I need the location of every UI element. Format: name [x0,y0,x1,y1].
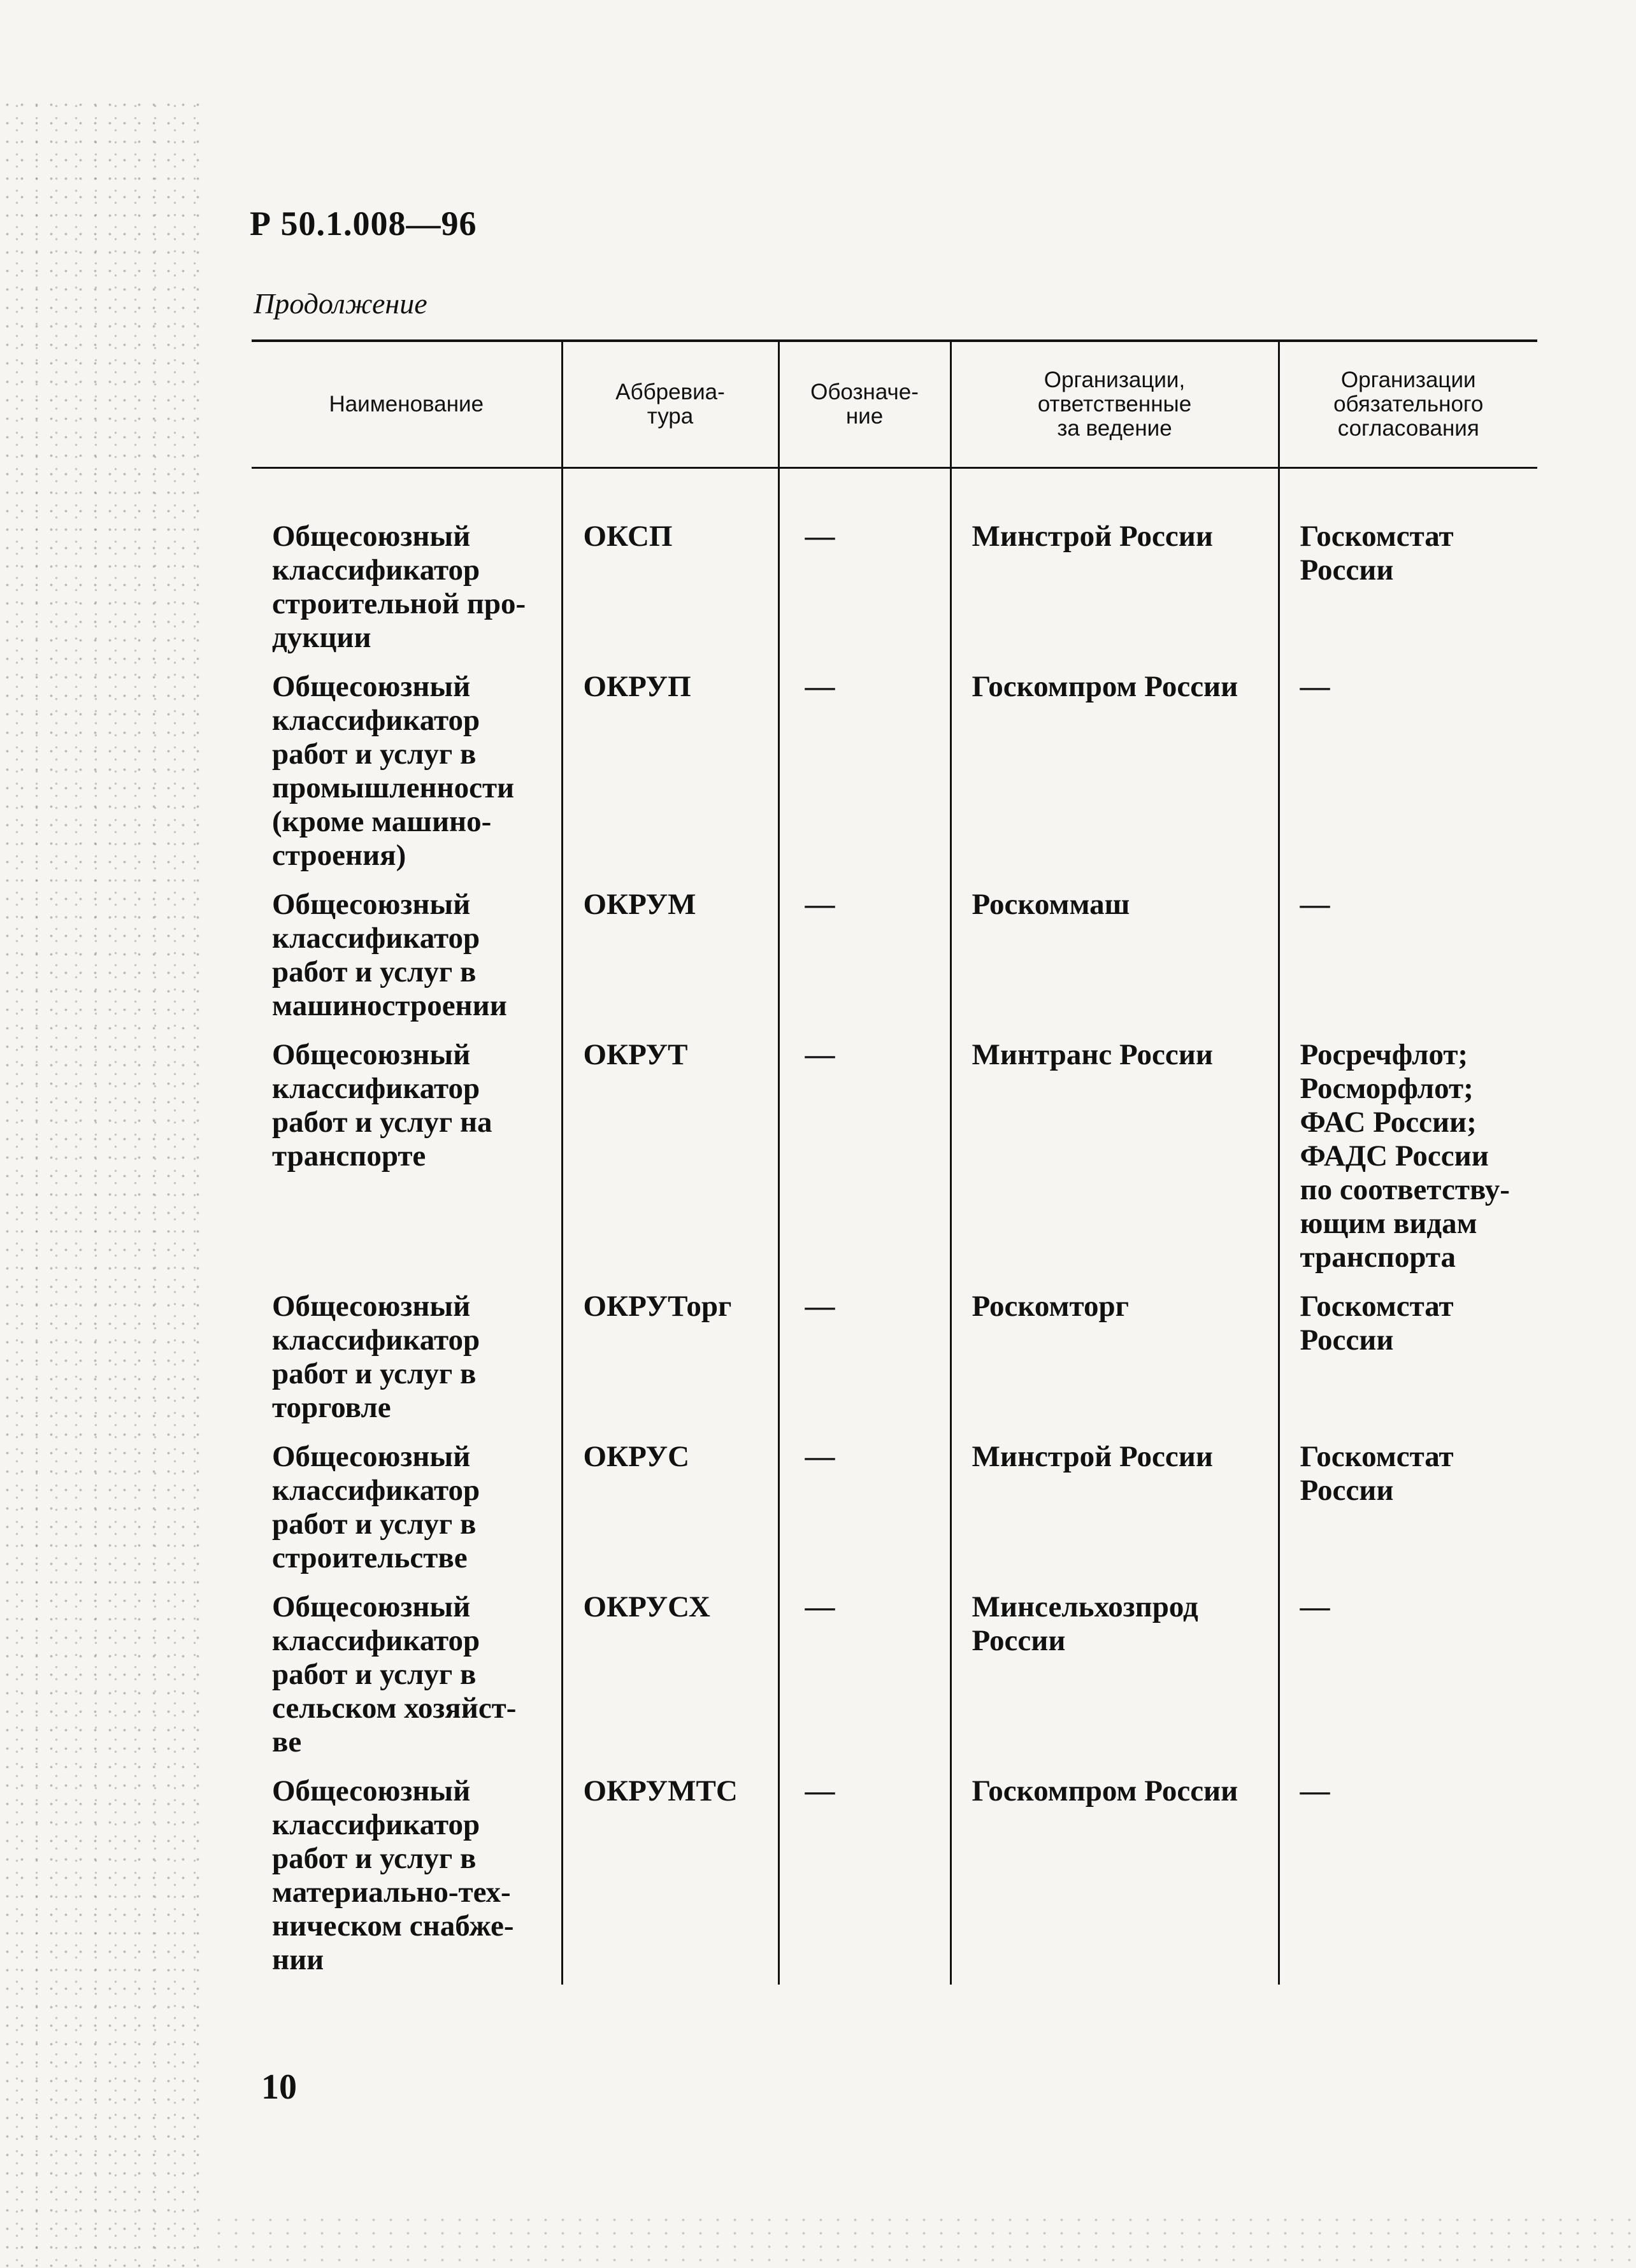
cell-responsible: Минсельхозпрод России [951,1583,1279,1767]
document-code: Р 50.1.008—96 [250,204,477,243]
header-name: Наименование [252,341,562,468]
cell-responsible: Госкомпром России [951,1767,1279,1985]
cell-designation: — [779,880,951,1031]
table-row [252,468,1537,663]
table-row [252,1767,1537,1985]
cell-abbreviation: ОКРУТорг [562,1282,779,1432]
cell-agreement: — [1279,1767,1537,1985]
cell-abbreviation: ОКСП [562,468,779,663]
header-abbreviation: Аббревиа- тура [562,341,779,468]
cell-responsible: Минтранс России [951,1031,1279,1282]
table-row [252,662,1537,880]
cell-responsible: Минстрой России [951,468,1279,663]
cell-name: Общесоюзный классификатор строительной про- дукции [272,520,526,654]
cell-agreement: — [1279,662,1537,880]
table-row [252,880,1537,1031]
cell-agreement: Госкомстат России [1279,1432,1537,1583]
table-row [252,1432,1537,1583]
cell-designation: — [779,1282,951,1432]
table-row [252,1031,1537,1282]
cell-name: Общесоюзный классификатор работ и услуг в сельском хозяйст- ве [272,1590,517,1758]
cell-name: Общесоюзный классификатор работ и услуг в строительстве [272,1440,480,1574]
cell-abbreviation: ОКРУСХ [562,1583,779,1767]
cell-abbreviation: ОКРУТ [562,1031,779,1282]
cell-abbreviation: ОКРУС [562,1432,779,1583]
cell-abbreviation: ОКРУМТС [562,1767,779,1985]
cell-name: Общесоюзный классификатор работ и услуг на транспорте [272,1038,492,1173]
cell-designation: — [779,662,951,880]
cell-name: Общесоюзный классификатор работ и услуг в машиностроении [272,888,507,1022]
continuation-label: Продолжение [254,287,427,320]
cell-designation: — [779,1583,951,1767]
cell-designation: — [779,468,951,663]
cell-name: Общесоюзный классификатор работ и услуг в торговле [272,1290,480,1424]
cell-responsible: Госкомпром России [951,662,1279,880]
table-row [252,1583,1537,1767]
header-agreement-orgs: Организации обязательного согласования [1279,341,1537,468]
header-responsible-orgs: Организации, ответственные за ведение [951,341,1279,468]
cell-responsible: Роскоммаш [951,880,1279,1031]
cell-designation: — [779,1031,951,1282]
classifier-table [252,339,1537,1985]
cell-name: Общесоюзный классификатор работ и услуг в промышленности (кроме машино- строения) [272,670,515,872]
cell-abbreviation: ОКРУМ [562,880,779,1031]
cell-agreement: — [1279,880,1537,1031]
cell-responsible: Минстрой России [951,1432,1279,1583]
cell-agreement: Росречфлот; Росморфлот; ФАС России; ФАДС России по соответству- ющим видам транспорта [1279,1031,1537,1282]
cell-agreement: — [1279,1583,1537,1767]
cell-name: Общесоюзный классификатор работ и услуг в материально-тех- ническом снабже- нии [272,1774,514,1976]
table-body [252,468,1537,1985]
cell-responsible: Роскомторг [951,1282,1279,1432]
page-number: 10 [261,2067,297,2107]
cell-agreement: Госкомстат России [1279,1282,1537,1432]
cell-agreement: Госкомстат России [1279,468,1537,663]
cell-abbreviation: ОКРУП [562,662,779,880]
scan-noise-bottom [210,2213,1636,2268]
table-row [252,1282,1537,1432]
table-header-row [252,341,1537,468]
scan-noise-left [0,96,210,2268]
cell-designation: — [779,1767,951,1985]
header-designation: Обозначе- ние [779,341,951,468]
cell-designation: — [779,1432,951,1583]
